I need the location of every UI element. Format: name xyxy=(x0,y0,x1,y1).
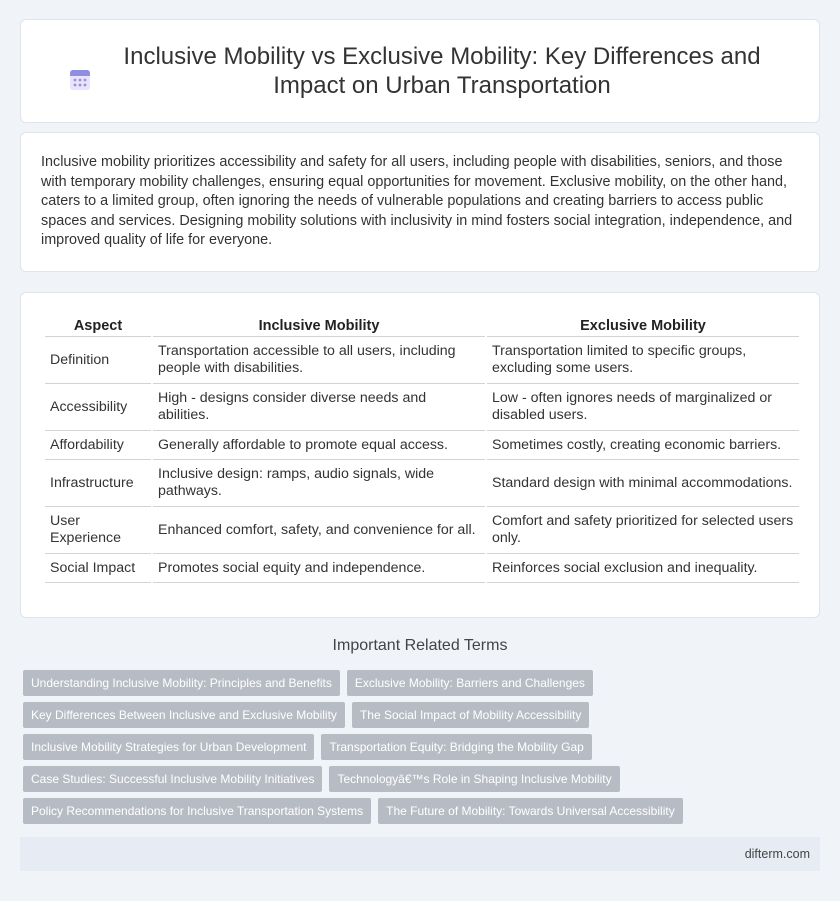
calendar-grid-icon xyxy=(68,68,92,92)
intro-paragraph: Inclusive mobility prioritizes accessibility and safety for all users, including people with disabilities, seniors, and those with temporary mobility challenges, ensuring equal opportunities for movement. Exclusive mobility, on the other hand, caters to a limited group, often ignoring the needs of vulnerable populations and creating barriers to access public spaces and services. Designing mobility solutions with inclusivity in mind fosters social integration, independence, and improved quality of life for everyone. xyxy=(41,154,793,249)
related-terms-title: Important Related Terms xyxy=(332,637,508,654)
tag-row xyxy=(23,670,803,696)
cell-inclusive: Generally affordable to promote equal access. xyxy=(153,431,485,460)
table-row xyxy=(45,384,799,431)
tag-row xyxy=(23,734,803,760)
comparison-table xyxy=(43,315,801,583)
cell-aspect: User Experience xyxy=(45,507,151,554)
table-row xyxy=(45,554,799,583)
comparison-table-card xyxy=(20,292,820,618)
related-term-link[interactable]: Policy Recommendations for Inclusive Transportation Systems xyxy=(23,798,371,824)
footer xyxy=(20,837,820,871)
table-row xyxy=(45,460,799,507)
header-exclusive: Exclusive Mobility xyxy=(487,315,799,337)
cell-exclusive: Transportation limited to specific groups, excluding some users. xyxy=(487,337,799,384)
cell-aspect: Infrastructure xyxy=(45,460,151,507)
tag-row xyxy=(23,702,803,728)
cell-aspect: Definition xyxy=(45,337,151,384)
cell-aspect: Affordability xyxy=(45,431,151,460)
tag-row xyxy=(23,766,803,792)
related-term-link[interactable]: Understanding Inclusive Mobility: Principles and Benefits xyxy=(23,670,340,696)
cell-inclusive: Enhanced comfort, safety, and convenience for all. xyxy=(153,507,485,554)
cell-exclusive: Comfort and safety prioritized for selected users only. xyxy=(487,507,799,554)
table-row xyxy=(45,507,799,554)
related-term-link[interactable]: The Social Impact of Mobility Accessibility xyxy=(352,702,589,728)
cell-inclusive: Promotes social equity and independence. xyxy=(153,554,485,583)
header-card xyxy=(20,19,820,123)
cell-inclusive: High - designs consider diverse needs and abilities. xyxy=(153,384,485,431)
related-term-link[interactable]: Transportation Equity: Bridging the Mobility Gap xyxy=(321,734,591,760)
footer-site-link[interactable]: difterm.com xyxy=(744,847,810,861)
related-term-link[interactable]: Technologyâ€™s Role in Shaping Inclusive Mobility xyxy=(329,766,619,792)
cell-aspect: Social Impact xyxy=(45,554,151,583)
related-term-link[interactable]: Case Studies: Successful Inclusive Mobility Initiatives xyxy=(23,766,322,792)
header-inclusive: Inclusive Mobility xyxy=(153,315,485,337)
table-row xyxy=(45,431,799,460)
related-term-link[interactable]: The Future of Mobility: Towards Universal Accessibility xyxy=(378,798,683,824)
table-row xyxy=(45,337,799,384)
cell-exclusive: Reinforces social exclusion and inequality. xyxy=(487,554,799,583)
page-title: Inclusive Mobility vs Exclusive Mobility: Key Differences and Impact on Urban Transportation xyxy=(123,43,761,99)
header-aspect: Aspect xyxy=(45,315,151,337)
intro-card xyxy=(20,132,820,272)
cell-aspect: Accessibility xyxy=(45,384,151,431)
table-header-row xyxy=(45,315,799,337)
cell-exclusive: Standard design with minimal accommodations. xyxy=(487,460,799,507)
cell-exclusive: Low - often ignores needs of marginalized or disabled users. xyxy=(487,384,799,431)
tag-row xyxy=(23,798,803,824)
cell-exclusive: Sometimes costly, creating economic barriers. xyxy=(487,431,799,460)
related-terms-list xyxy=(23,670,803,830)
related-term-link[interactable]: Exclusive Mobility: Barriers and Challenges xyxy=(347,670,593,696)
cell-inclusive: Inclusive design: ramps, audio signals, wide pathways. xyxy=(153,460,485,507)
cell-inclusive: Transportation accessible to all users, including people with disabilities. xyxy=(153,337,485,384)
related-term-link[interactable]: Inclusive Mobility Strategies for Urban Development xyxy=(23,734,314,760)
related-term-link[interactable]: Key Differences Between Inclusive and Exclusive Mobility xyxy=(23,702,345,728)
title-wrap xyxy=(60,42,780,100)
